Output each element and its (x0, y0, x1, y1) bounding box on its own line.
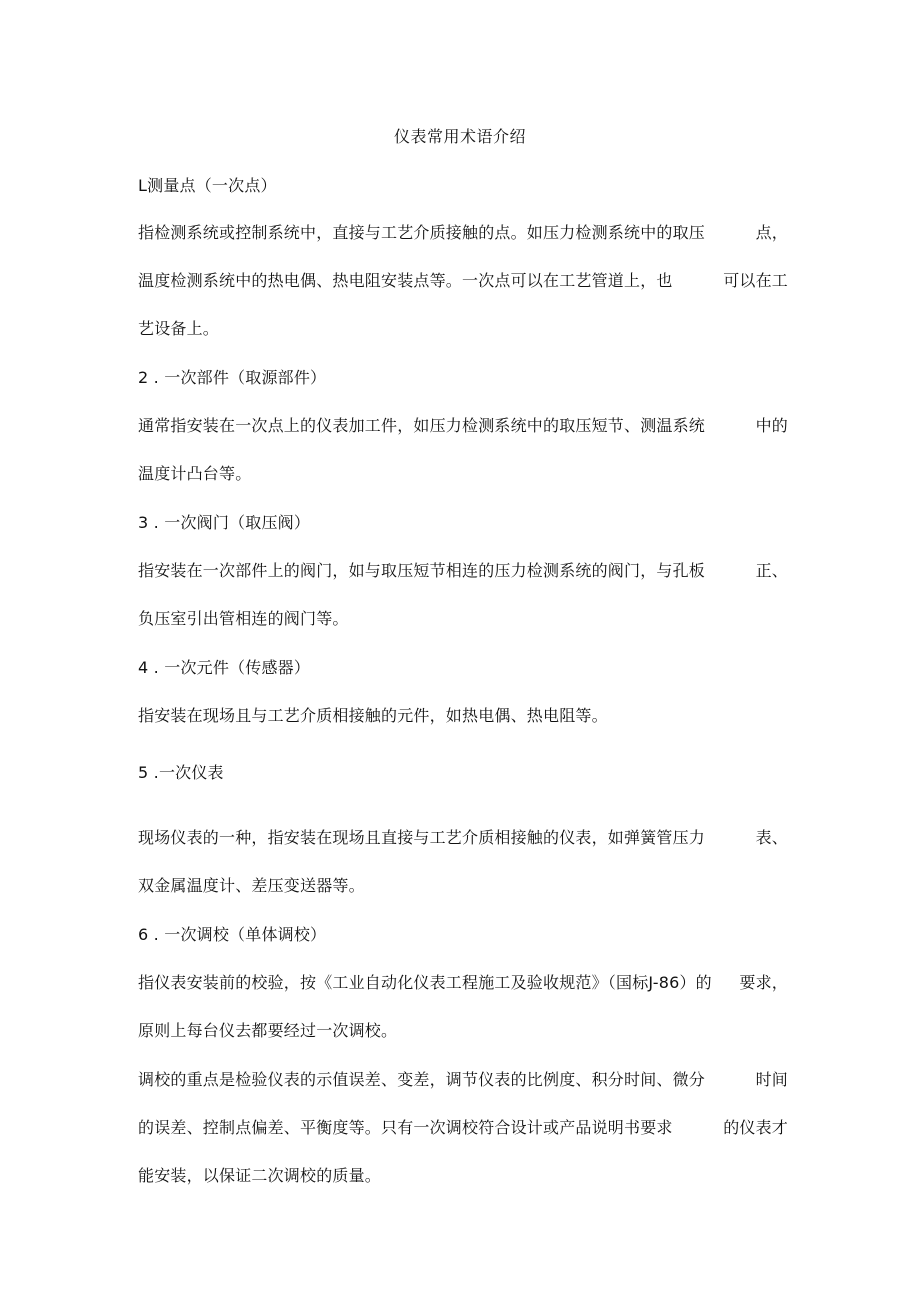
section-2-line-1 (138, 414, 788, 438)
section-3-line-2: 负压室引出管相连的阀门等。 (138, 609, 349, 628)
section-1-line-2 (138, 269, 788, 293)
section-1-line-2-part-b: 可以在工 (723, 271, 788, 290)
section-6-line-4-part-a: 的误差、控制点偏差、平衡度等。只有一次调校符合设计或产品说明书要求 (138, 1118, 673, 1137)
section-6-line-4-part-b: 的仪表才 (723, 1118, 788, 1137)
section-1-line-1 (138, 221, 788, 245)
section-1-heading: L测量点（一次点） (138, 176, 277, 195)
document-title: 仪表常用术语介绍 (393, 127, 526, 146)
section-6-line-4 (138, 1116, 788, 1140)
section-6-line-3 (138, 1068, 788, 1092)
section-1-line-1-part-a: 指检测系统或控制系统中，直接与工艺介质接触的点。如压力检测系统中的取压 (138, 223, 706, 242)
section-6-line-3-part-b: 时间 (755, 1070, 788, 1089)
section-4-heading: 4 . 一次元件（传感器） (138, 658, 311, 677)
section-3-heading: 3 . 一次阀门（取压阀） (138, 513, 311, 532)
section-6-line-1-part-b: 要求， (739, 973, 788, 992)
section-6-line-1 (138, 971, 788, 995)
section-2-line-2: 温度计凸台等。 (138, 464, 252, 483)
section-6-line-1-part-a: 指仪表安装前的校验，按《工业自动化仪表工程施工及验收规范》（国标J-86）的 (138, 973, 712, 992)
section-5-line-1-part-a: 现场仪表的一种，指安装在现场且直接与工艺介质相接触的仪表，如弹簧管压力 (138, 828, 706, 847)
section-5-heading: 5 .一次仪表 (138, 763, 224, 782)
section-5-line-2: 双金属温度计、差压变送器等。 (138, 876, 365, 895)
section-2-line-1-part-a: 通常指安装在一次点上的仪表加工件，如压力检测系统中的取压短节、测温系统 (138, 416, 706, 435)
section-1-line-2-part-a: 温度检测系统中的热电偶、热电阻安装点等。一次点可以在工艺管道上，也 (138, 271, 673, 290)
section-6-line-5: 能安装，以保证二次调校的质量。 (138, 1166, 382, 1185)
section-3-line-1-part-b: 正、 (755, 561, 788, 580)
section-6-line-2: 原则上每台仪去都要经过一次调校。 (138, 1021, 398, 1040)
section-1-line-3: 艺设备上。 (138, 319, 220, 338)
section-4-line-1: 指安装在现场且与工艺介质相接触的元件，如热电偶、热电阻等。 (138, 706, 608, 725)
section-1-line-1-part-b: 点， (755, 223, 788, 242)
section-3-line-1-part-a: 指安装在一次部件上的阀门，如与取压短节相连的压力检测系统的阀门，与孔板 (138, 561, 706, 580)
section-5-line-1-part-b: 表、 (755, 828, 788, 847)
section-6-heading: 6 . 一次调校（单体调校） (138, 925, 327, 944)
section-2-heading: 2 . 一次部件（取源部件） (138, 368, 327, 387)
section-5-line-1 (138, 826, 788, 850)
section-6-line-3-part-a: 调校的重点是检验仪表的示值误差、变差，调节仪表的比例度、积分时间、微分 (138, 1070, 706, 1089)
section-2-line-1-part-b: 中的 (755, 416, 788, 435)
section-3-line-1 (138, 559, 788, 583)
